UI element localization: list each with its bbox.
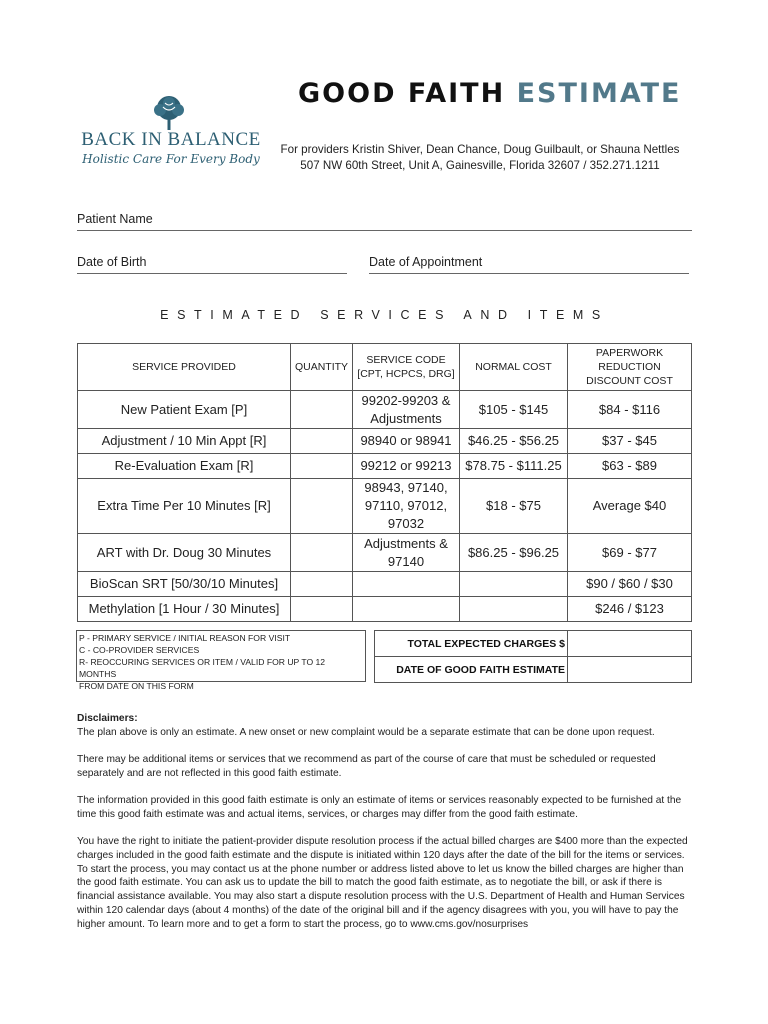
table-row	[78, 429, 692, 454]
discount-cost-cell: Average $40	[568, 479, 692, 534]
table-row	[78, 597, 692, 622]
normal-cost-cell	[460, 572, 568, 597]
header-service: SERVICE PROVIDED	[78, 344, 291, 391]
total-row	[375, 631, 692, 657]
header-code-line: SERVICE CODE	[366, 354, 446, 366]
discount-cost-cell: $63 - $89	[568, 454, 692, 479]
providers-line: For providers Kristin Shiver, Dean Chance, Doug Guilbault, or Shauna Nettles	[280, 143, 680, 156]
code-cell: 98940 or 98941	[353, 429, 460, 454]
discount-cost-cell: $90 / $60 / $30	[568, 572, 692, 597]
header-service-code	[353, 344, 460, 391]
code-cell	[353, 572, 460, 597]
service-cell: Re-Evaluation Exam [R]	[78, 454, 291, 479]
normal-cost-cell: $86.25 - $96.25	[460, 534, 568, 572]
estimate-date-label: DATE OF GOOD FAITH ESTIMATE	[375, 657, 568, 683]
header-discount-line: REDUCTION	[598, 361, 661, 373]
code-cell	[353, 597, 460, 622]
totals-table	[374, 630, 692, 683]
address-line: 507 NW 60th Street, Unit A, Gainesville, Florida 32607 / 352.271.1211	[300, 159, 660, 172]
table-row	[78, 391, 692, 429]
header-discount-line: PAPERWORK	[595, 347, 664, 359]
quantity-cell[interactable]	[291, 572, 353, 597]
title-part-2: ESTIMATE	[516, 78, 682, 109]
normal-cost-cell: $46.25 - $56.25	[460, 429, 568, 454]
quantity-cell[interactable]	[291, 391, 353, 429]
code-cell: 99212 or 99213	[353, 454, 460, 479]
normal-cost-cell: $78.75 - $111.25	[460, 454, 568, 479]
services-table	[77, 343, 692, 622]
code-line: Adjustments &	[364, 535, 448, 551]
legend-line: C - CO-PROVIDER SERVICES	[79, 645, 200, 655]
code-line: Adjustments	[370, 410, 442, 426]
table-row	[78, 454, 692, 479]
disclaimer-paragraph: You have the right to initiate the patient-provider dispute resolution process if the actual billed charges are $400 more than the expected charges included in the good faith estimate and the dispute is initiated within 120 days after the date of the bill for the items or services. To start the process, you may contact us at the phone number or address listed above to let us know the billed charges are higher than the good faith estimate. You can ask us to update the bill to match the good faith estimate, as to negotiate the bill, or ask if there is financial assistance available. You may also start a dispute resolution process with the U.S. Department of Health and Human Services within 120 calendar days (about 4 months) of the date of the original bill and if the agency disagrees with you, you will have to pay the higher amount. To learn more and to get a form to start the process, go to www.cms.gov/nosurprises	[77, 836, 688, 930]
header-discount-line: DISCOUNT COST	[586, 375, 673, 387]
service-cell: Adjustment / 10 Min Appt [R]	[78, 429, 291, 454]
table-row	[78, 479, 692, 534]
practice-logo	[76, 92, 266, 176]
total-expected-charges-label: TOTAL EXPECTED CHARGES $	[375, 631, 568, 657]
quantity-cell[interactable]	[291, 534, 353, 572]
date-of-appointment-field[interactable]: Date of Appointment	[369, 255, 689, 274]
code-cell	[353, 534, 460, 572]
discount-cost-cell: $246 / $123	[568, 597, 692, 622]
header-normal-cost: NORMAL COST	[460, 344, 568, 391]
section-heading: ESTIMATED SERVICES AND ITEMS	[160, 308, 609, 322]
disclaimers	[77, 712, 693, 945]
code-line: 97140	[387, 553, 425, 569]
code-line: 97032	[387, 516, 425, 531]
header-discount-cost	[568, 344, 692, 391]
disclaimer-paragraph: The information provided in this good faith estimate is only an estimate of items or services reasonably expected to be furnished at the time this good faith estimate was and actual items, services, or charges may differ from the good faith estimate.	[77, 795, 682, 820]
normal-cost-cell: $18 - $75	[460, 479, 568, 534]
discount-cost-cell: $84 - $116	[568, 391, 692, 429]
logo-name: BACK IN BALANCE	[81, 129, 261, 150]
service-cell: New Patient Exam [P]	[78, 391, 291, 429]
table-row	[78, 572, 692, 597]
tree-icon	[146, 95, 192, 131]
discount-cost-cell: $37 - $45	[568, 429, 692, 454]
legend-line: FROM DATE ON THIS FORM	[79, 681, 194, 691]
table-header-row	[78, 344, 692, 391]
code-line: 98943, 97140,	[364, 480, 448, 495]
quantity-cell[interactable]	[291, 429, 353, 454]
title-part-1: GOOD FAITH	[298, 78, 506, 109]
provider-info	[268, 142, 692, 174]
code-cell	[353, 479, 460, 534]
legend-box	[76, 630, 366, 691]
disclaimer-paragraph: The plan above is only an estimate. A new onset or new complaint would be a separate estimate that can be done upon request.	[77, 726, 655, 738]
legend-line: R- REOCCURING SERVICES OR ITEM / VALID FOR UP TO 12 MONTHS	[79, 657, 326, 679]
quantity-cell[interactable]	[291, 597, 353, 622]
normal-cost-cell: $105 - $145	[460, 391, 568, 429]
discount-cost-cell: $69 - $77	[568, 534, 692, 572]
total-expected-charges-field[interactable]	[568, 631, 692, 657]
patient-name-field[interactable]: Patient Name	[77, 212, 692, 231]
disclaimer-paragraph: There may be additional items or services that we recommend as part of the course of care that must be scheduled or requested separately and are not reflected in this good faith estimate.	[77, 754, 656, 779]
code-line: 97110, 97012,	[364, 498, 448, 513]
code-line: 99202-99203 &	[361, 392, 451, 408]
service-cell: ART with Dr. Doug 30 Minutes	[78, 534, 291, 572]
service-cell: Extra Time Per 10 Minutes [R]	[78, 479, 291, 534]
document-title	[298, 78, 681, 109]
date-of-birth-field[interactable]: Date of Birth	[77, 255, 347, 274]
normal-cost-cell	[460, 597, 568, 622]
quantity-cell[interactable]	[291, 454, 353, 479]
quantity-cell[interactable]	[291, 479, 353, 534]
logo-tagline: Holistic Care For Every Body	[82, 152, 260, 166]
service-cell: Methylation [1 Hour / 30 Minutes]	[78, 597, 291, 622]
disclaimers-heading: Disclaimers:	[77, 713, 138, 724]
estimate-date-field[interactable]	[568, 657, 692, 683]
code-cell	[353, 391, 460, 429]
service-cell: BioScan SRT [50/30/10 Minutes]	[78, 572, 291, 597]
legend-line: P - PRIMARY SERVICE / INITIAL REASON FOR VISIT	[79, 633, 291, 643]
table-row	[78, 534, 692, 572]
header-code-line: [CPT, HCPCS, DRG]	[357, 368, 455, 380]
header-quantity: QUANTITY	[291, 344, 353, 391]
date-row	[375, 657, 692, 683]
